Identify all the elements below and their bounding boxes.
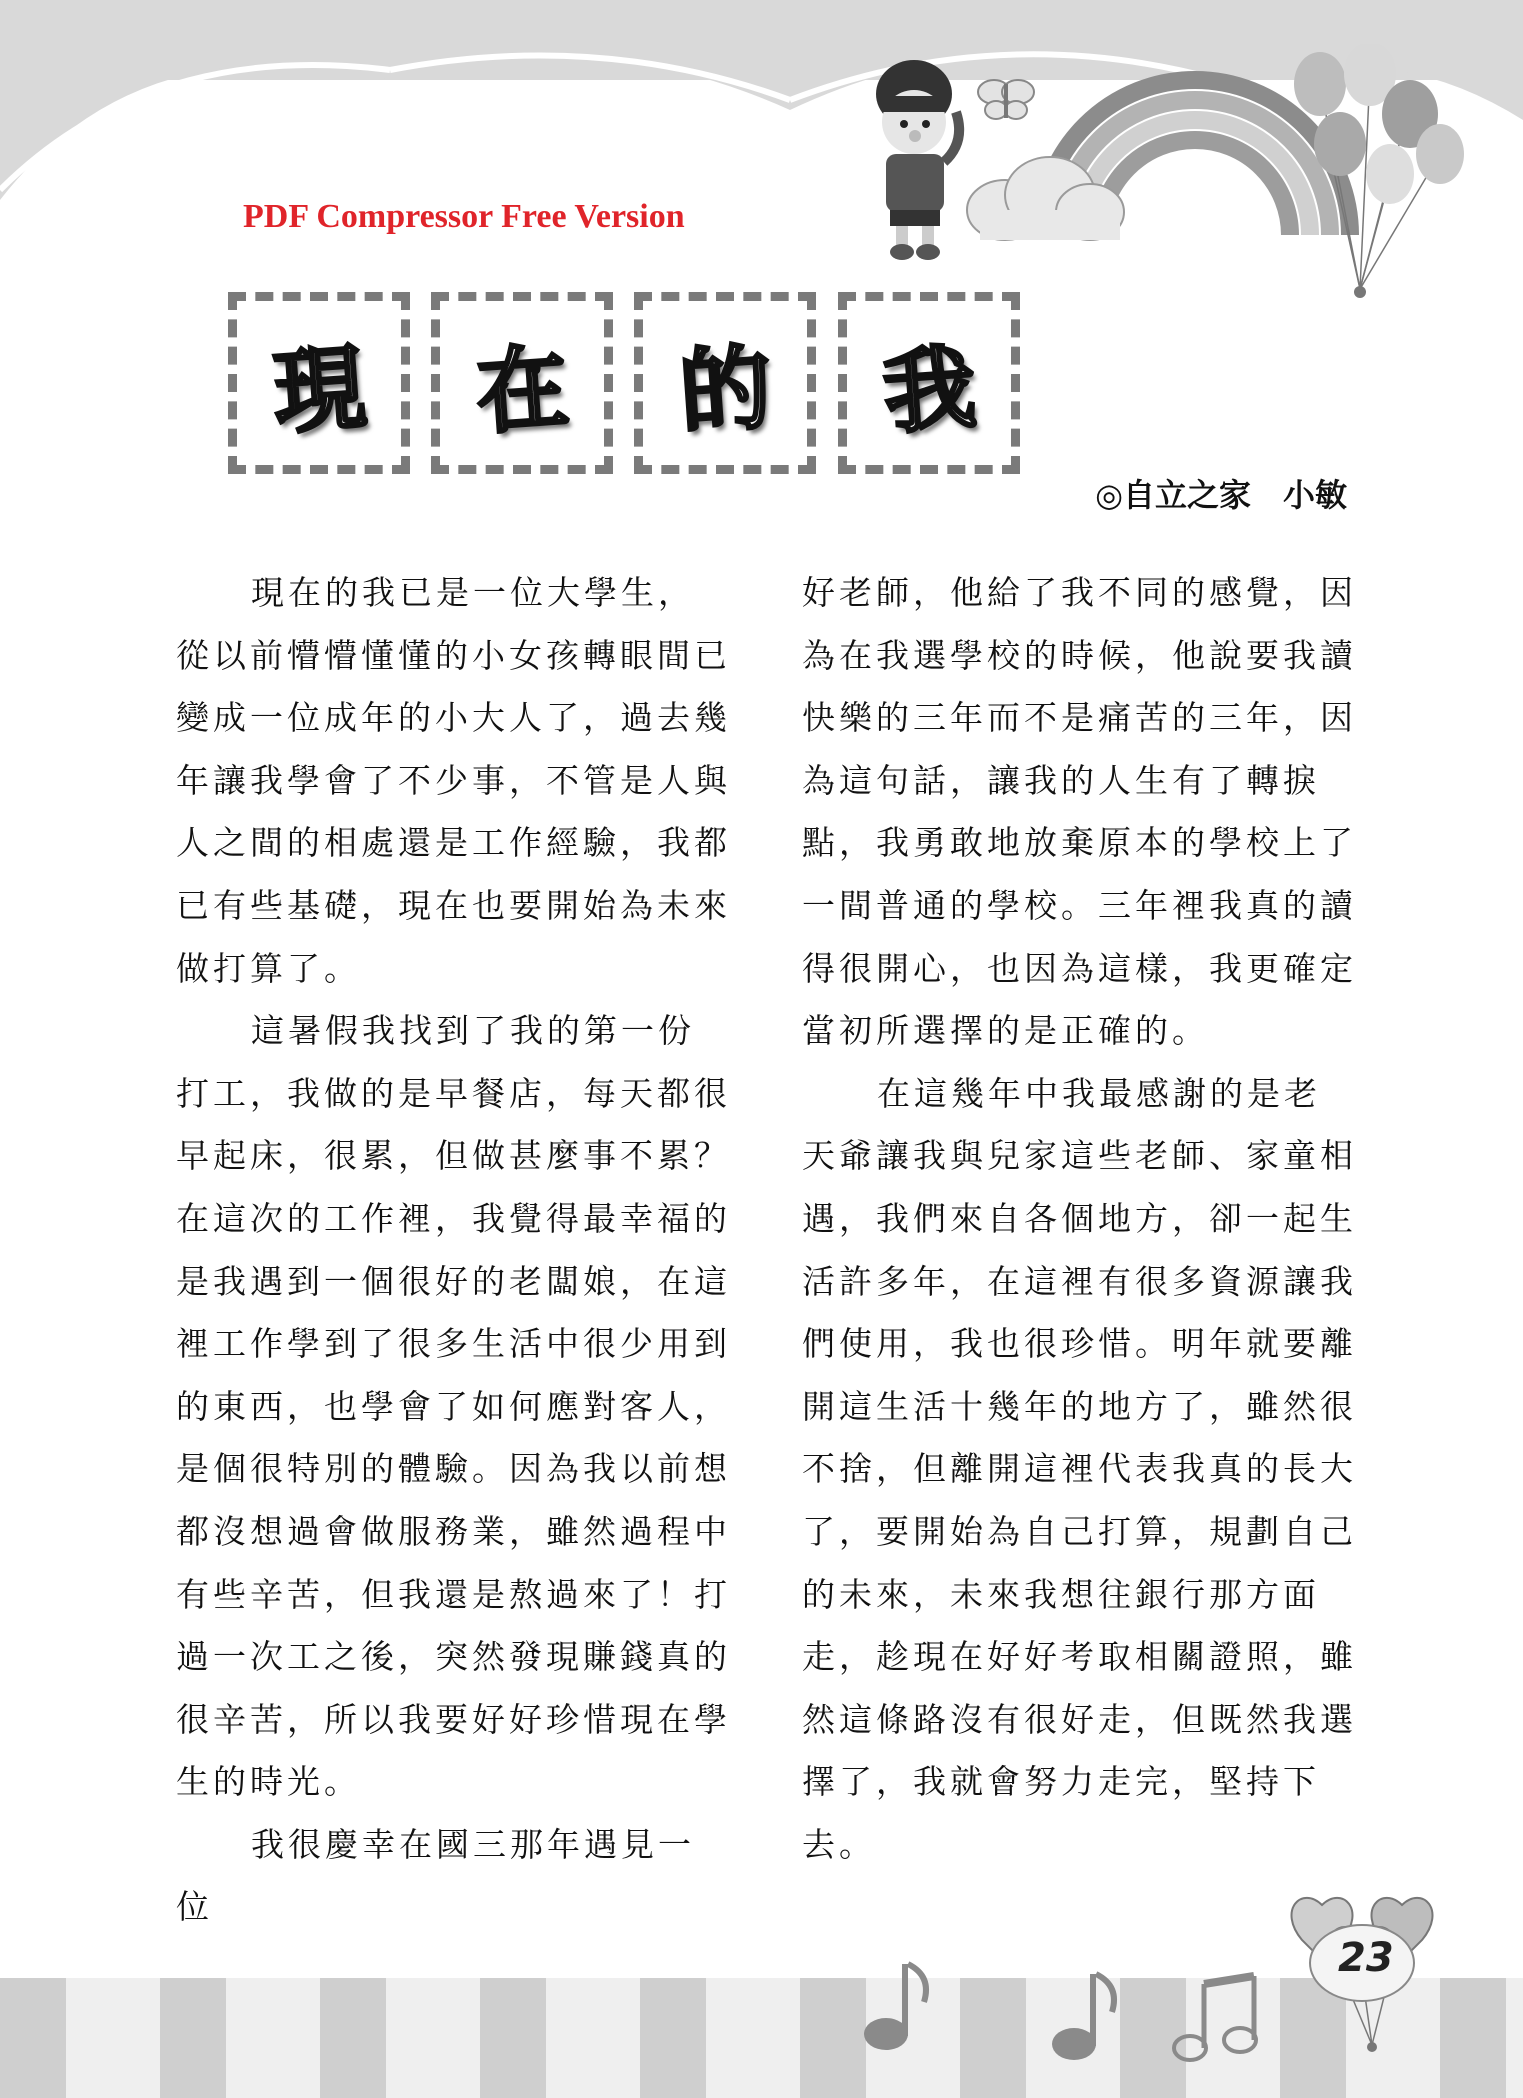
author-byline: ◎自立之家 小敏 (1095, 476, 1347, 514)
butterfly-icon (976, 74, 1036, 124)
cloud-icon (960, 150, 1130, 250)
title-char: 我 (879, 333, 980, 448)
paragraph: 在這幾年中我最感謝的是老天爺讓我與兒家這些老師、家童相遇，我們來自各個地方，卻一起生活許多年，在這裡有很多資源讓我們使用，我也很珍惜。明年就要離開這生活十幾年的地方了，雖然很不捨，但離開這裡代表我真的長大了，要開始為自己打算，規劃自己的未來，未來我想往銀行那方面走，趁現在好好考取相關證照，雖然這條路沒有很好走，但既然我選擇了，我就會努力走完，堅持下去。 (802, 1073, 1357, 1864)
music-note-icon (862, 1956, 942, 2056)
title-char: 的 (675, 333, 776, 448)
paragraph: 這暑假我找到了我的第一份打工，我做的是早餐店，每天都很早起床，很累，但做甚麼事不累？在這次的工作裡，我覺得最幸福的是我遇到一個很好的老闆娘，在這裡工作學到了很多生活中很少用到的東西，也學會了如何應對客人，是個很特別的體驗。因為我以前想都沒想過會做服務業，雖然過程中有些辛苦，但我還是熬過來了！打過一次工之後，突然發現賺錢真的很辛苦，所以我要好好珍惜現在學生的時光。 (176, 1011, 731, 1802)
article-title (228, 292, 1028, 482)
title-box-2 (431, 292, 613, 474)
title-char: 現 (269, 333, 370, 448)
article-column-left (176, 562, 731, 1939)
pdf-watermark: PDF Compressor Free Version (243, 198, 685, 235)
paragraph: 現在的我已是一位大學生，從以前懵懵懂懂的小女孩轉眼間已變成一位成年的小大人了，過去幾年讓我學會了不少事，不管是人與人之間的相處還是工作經驗，我都已有些基礎，現在也要開始為未來做打算了。 (176, 573, 731, 988)
paragraph: 我很慶幸在國三那年遇見一位 (176, 1824, 695, 1927)
article-column-right (802, 562, 1357, 1876)
music-note-icon (1050, 1966, 1130, 2066)
page-number: 23 (1338, 1935, 1394, 1981)
title-char: 在 (472, 333, 573, 448)
title-box-4 (838, 292, 1020, 474)
balloons-icon (1290, 44, 1470, 304)
music-note-icon (1170, 1968, 1270, 2068)
paragraph: 好老師，他給了我不同的感覺，因為在我選學校的時候，他說要我讀快樂的三年而不是痛苦的三年，因為這句話，讓我的人生有了轉捩點，我勇敢地放棄原本的學校上了一間普通的學校。三年裡我真的讀得很開心，也因為這樣，我更確定當初所選擇的是正確的。 (802, 573, 1357, 1051)
title-box-3 (634, 292, 816, 474)
title-box-1 (228, 292, 410, 474)
